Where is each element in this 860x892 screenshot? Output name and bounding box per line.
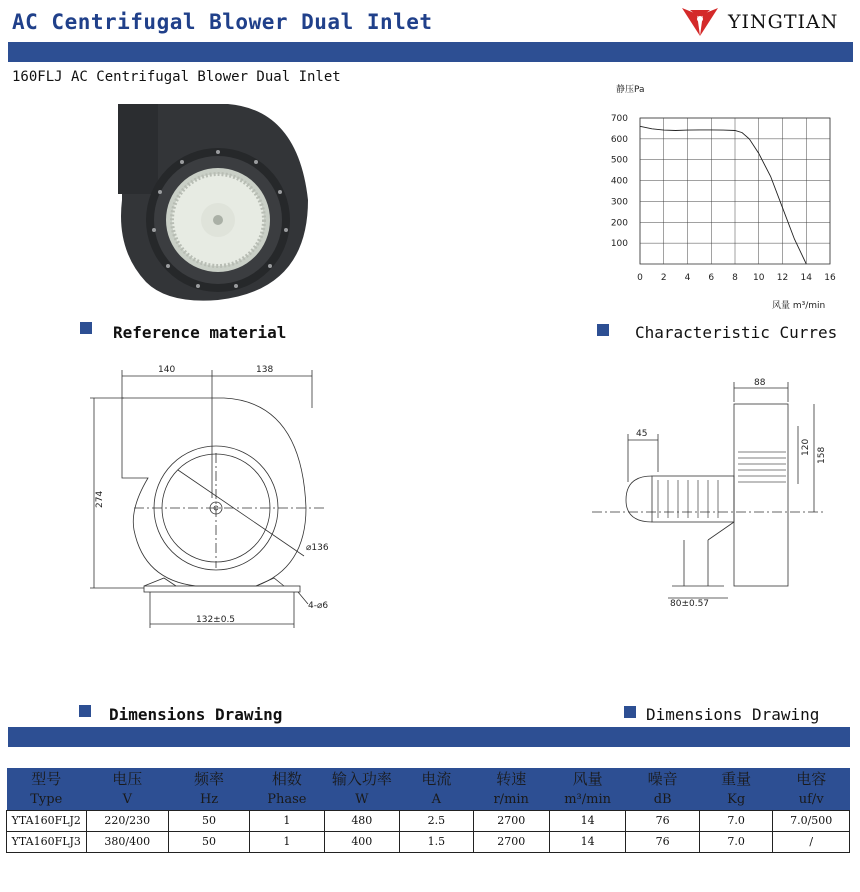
x-tick-label: 0 bbox=[637, 273, 643, 283]
table-cell: 2.5 bbox=[400, 810, 474, 831]
col-header: 风量 bbox=[549, 768, 626, 789]
col-header: 输入功率 bbox=[324, 768, 400, 789]
x-tick-label: 6 bbox=[708, 273, 715, 283]
dim-158: 158 bbox=[817, 446, 827, 464]
table-cell: 480 bbox=[324, 810, 400, 831]
x-tick-label: 16 bbox=[824, 273, 836, 283]
y-tick-label: 600 bbox=[610, 134, 628, 145]
col-header: 型号 bbox=[7, 768, 87, 789]
product-subtitle: 160FLJ AC Centrifugal Blower Dual Inlet bbox=[12, 69, 341, 85]
y-tick-label: 100 bbox=[610, 239, 628, 250]
section-bullet bbox=[597, 324, 609, 336]
chart-y-ticks bbox=[611, 114, 628, 249]
dim-dia136: ⌀136 bbox=[306, 543, 329, 553]
col-header: r/min bbox=[473, 789, 549, 810]
col-header: V bbox=[86, 789, 168, 810]
col-header: W bbox=[324, 789, 400, 810]
dim-140: 140 bbox=[158, 365, 176, 375]
table-cell: 220/230 bbox=[86, 810, 168, 831]
x-tick-label: 14 bbox=[800, 273, 812, 283]
dim-88: 88 bbox=[754, 378, 766, 388]
table-cell: 400 bbox=[324, 831, 400, 852]
brand-name: YINGTIAN bbox=[728, 11, 839, 33]
table-cell: 1 bbox=[250, 810, 324, 831]
performance-chart bbox=[600, 78, 850, 316]
dim-base: 132±0.5 bbox=[196, 615, 236, 625]
col-header: 电流 bbox=[400, 768, 474, 789]
table-cell: 2700 bbox=[473, 831, 549, 852]
table-cell: 14 bbox=[549, 810, 626, 831]
section-bullet bbox=[624, 706, 636, 718]
chart-xlabel: 风量 m³/min bbox=[772, 301, 826, 311]
col-header: 重量 bbox=[699, 768, 773, 789]
section-bar bbox=[8, 727, 850, 747]
table-cell: / bbox=[773, 831, 850, 852]
dim-holes: 4-⌀6 bbox=[308, 601, 329, 611]
y-tick-label: 300 bbox=[610, 197, 628, 208]
table-cell: 50 bbox=[168, 810, 249, 831]
reference-material-label: Reference material bbox=[113, 323, 287, 342]
table-cell: 50 bbox=[168, 831, 249, 852]
x-tick-label: 8 bbox=[732, 273, 738, 283]
front-dimension-drawing bbox=[84, 358, 356, 636]
y-tick-label: 700 bbox=[610, 114, 628, 124]
table-row bbox=[7, 810, 850, 831]
col-header: A bbox=[400, 789, 474, 810]
y-tick-label: 500 bbox=[610, 155, 628, 166]
table-cell: 14 bbox=[549, 831, 626, 852]
col-header: Kg bbox=[699, 789, 773, 810]
header-bar bbox=[8, 42, 853, 62]
blower-photo bbox=[108, 100, 313, 305]
yingtian-logo-icon bbox=[680, 6, 720, 40]
chart-ylabel: 静压Pa bbox=[616, 85, 645, 95]
table-cell: 7.0 bbox=[699, 810, 773, 831]
section-bullet bbox=[80, 322, 92, 334]
col-header: uf/v bbox=[773, 789, 850, 810]
chart-x-ticks bbox=[637, 273, 836, 283]
table-cell: 1.5 bbox=[400, 831, 474, 852]
table-cell: 1 bbox=[250, 831, 324, 852]
dim-138: 138 bbox=[256, 365, 274, 375]
x-tick-label: 10 bbox=[753, 273, 765, 283]
table-cell: 7.0/500 bbox=[773, 810, 850, 831]
col-header: Type bbox=[7, 789, 87, 810]
col-header: 噪音 bbox=[626, 768, 699, 789]
col-header: 电压 bbox=[86, 768, 168, 789]
col-header: Phase bbox=[250, 789, 324, 810]
col-header: dB bbox=[626, 789, 699, 810]
table-cell: 380/400 bbox=[86, 831, 168, 852]
x-tick-label: 12 bbox=[776, 273, 789, 283]
dim-120: 120 bbox=[801, 438, 811, 456]
col-header: 转速 bbox=[473, 768, 549, 789]
x-tick-label: 4 bbox=[684, 273, 691, 283]
dim-274: 274 bbox=[95, 490, 105, 508]
col-header: 相数 bbox=[250, 768, 324, 789]
col-header: 电容 bbox=[773, 768, 850, 789]
y-tick-label: 400 bbox=[610, 176, 628, 187]
characteristic-curves-label: Characteristic Curres bbox=[635, 323, 838, 342]
table-cell: YTA160FLJ2 bbox=[7, 810, 87, 831]
table-cell: 76 bbox=[626, 810, 699, 831]
table-cell: 7.0 bbox=[699, 831, 773, 852]
table-row bbox=[7, 831, 850, 852]
dimensions-drawing-label-right: Dimensions Drawing bbox=[646, 705, 820, 724]
header-row-en bbox=[7, 789, 850, 810]
dim-45: 45 bbox=[636, 429, 648, 439]
y-tick-label: 200 bbox=[610, 218, 628, 229]
side-dimension-drawing bbox=[588, 372, 828, 612]
table-cell: 76 bbox=[626, 831, 699, 852]
col-header: Hz bbox=[168, 789, 249, 810]
page-title: AC Centrifugal Blower Dual Inlet bbox=[12, 10, 433, 34]
x-tick-label: 2 bbox=[660, 273, 667, 283]
table-cell: YTA160FLJ3 bbox=[7, 831, 87, 852]
dim-base-side: 80±0.57 bbox=[670, 599, 710, 609]
dimensions-drawing-label: Dimensions Drawing bbox=[109, 705, 283, 724]
spec-table bbox=[6, 768, 850, 853]
section-bullet bbox=[79, 705, 91, 717]
header-row-cn bbox=[7, 768, 850, 789]
table-cell: 2700 bbox=[473, 810, 549, 831]
col-header: 频率 bbox=[168, 768, 249, 789]
col-header: m³/min bbox=[549, 789, 626, 810]
chart-grid bbox=[640, 118, 830, 264]
